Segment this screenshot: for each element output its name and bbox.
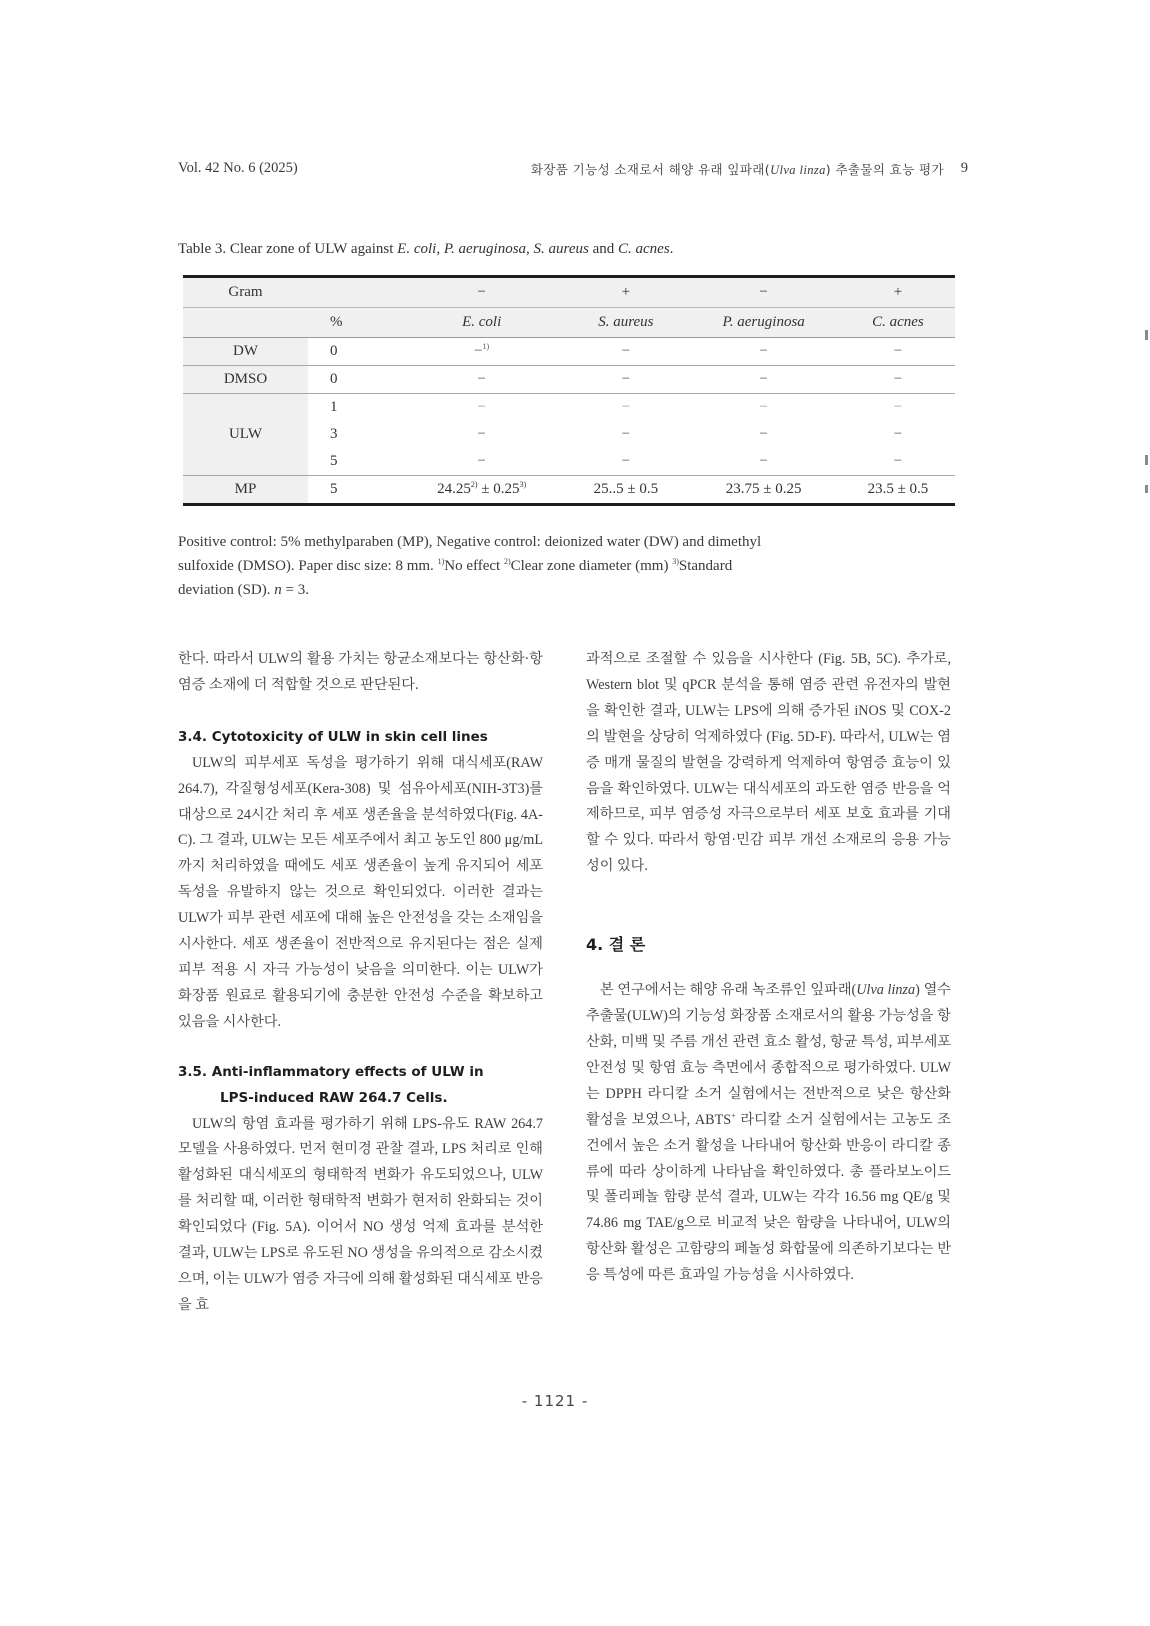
- gram-sign: +: [841, 277, 955, 308]
- paragraph: 과적으로 조절할 수 있음을 시사한다 (Fig. 5B, 5C). 추가로, Western blot 및 qPCR 분석을 통해 염증 관련 유전자의 발현을 확인한 결과, ULW는 LPS에 의해 증가된 iNOS 및 COX-2의 발현을 상당히 억제하였다 (Fig. 5D-F). 따라서, ULW는 염증 매개 물질의 발현을 강력하게 억제하여 항염증 효능이 있음을 확인하였다. ULW는 대식세포의 과도한 염증 반응을 억제하므로, 피부 염증성 자극으로부터 세포 보호 효과를 기대할 수 있다. 따라서 항염·민감 피부 개선 소재로의 응용 가능성이 있다.: [586, 651, 951, 875]
- table-row: DMSO 0 − − − −: [183, 366, 955, 394]
- species-header: S. aureus: [565, 308, 686, 338]
- species-header: P. aeruginosa: [686, 308, 840, 338]
- clear-zone-table: [183, 275, 955, 506]
- scan-artifact: [1145, 485, 1148, 493]
- species-header: E. coli: [398, 308, 565, 338]
- section-heading-3-5: 3.5. Anti-inflammatory effects of ULW in LPS-induced RAW 264.7 Cells.: [178, 1063, 484, 1106]
- pct-header: %: [308, 308, 398, 338]
- journal-volume: Vol. 42 No. 6 (2025): [178, 160, 298, 176]
- paragraph: ULW의 항염 효과를 평가하기 위해 LPS-유도 RAW 264.7 모델을 사용하였다. 먼저 현미경 관찰 결과, LPS 처리로 인해 활성화된 대식세포의 형태학적 변화가 유도되었으나, ULW를 처리할 때, 이러한 형태학적 변화가 현저히 완화되는 것이 확인되었다 (Fig. 5A). 이어서 NO 생성 억제 효과를 분석한 결과, ULW는 LPS로 유도된 NO 생성을 유의적으로 감소시켰으며, 이는 ULW가 염증 자극에 의해 활성화된 대식세포 반응을 효: [178, 1115, 543, 1313]
- paragraph: ULW의 피부세포 독성을 평가하기 위해 대식세포(RAW 264.7), 각질형성세포(Kera-308) 및 섬유아세포(NIH-3T3)를 대상으로 24시간 처리 후 세포 생존율을 분석하였다(Fig. 4A-C). 그 결과, ULW는 모든 세포주에서 최고 농도인 800 μg/mL까지 처리하였을 때에도 세포 생존율이 높게 유지되어 세포 독성을 유발하지 않는 것으로 확인되었다. 이러한 결과는 ULW가 피부 관련 세포에 대해 높은 안전성을 갖는 소재임을 시사한다. 세포 생존율이 전반적으로 유지된다는 점은 실제 피부 적용 시 자극 가능성이 낮음을 의미한다. 이는 ULW가 화장품 원료로 활용되기에 충분한 안전성 수준을 확보하고 있음을 시사한다.: [178, 754, 543, 1030]
- gram-sign: +: [565, 277, 686, 308]
- table-row: 5 − − − −: [330, 453, 903, 469]
- table-row: DW 0 −$^{1)}$ − − −: [183, 338, 955, 366]
- scan-artifact: [1145, 455, 1148, 465]
- running-page-number: 9: [960, 160, 968, 176]
- gram-sign: −: [686, 277, 840, 308]
- table-row: 3 − − − −: [330, 426, 903, 442]
- paragraph: 본 연구에서는 해양 유래 녹조류인 잎파래(Ulva linza) 열수 추출물(ULW)의 기능성 화장품 소재로서의 활용 가능성을 항산화, 미백 및 주름 개선 관련 효소 활성, 항균 특성, 피부세포 안전성 및 항염 효능 측면에서 종합적으로 평가하였다. ULW는 DPPH 라디칼 소거 실험에서는 전반적으로 낮은 항산화 활성을 보였으나, ABTS+ 라디칼 소거 실험에서는 고농도 조건에서 높은 소거 활성을 나타내어 항산화 반응이 라디칼 종류에 따라 상이하게 나타남을 확인하였다. 총 플라보노이드 및 폴리페놀 함량 분석 결과, ULW는 각각 16.56 mg QE/g 및 74.86 mg TAE/g으로 비교적 낮은 함량을 나타내어, ULW의 항산화 활성은 고함량의 페놀성 화합물에 의존하기보다는 반응 특성에 따른 효과일 가능성을 시사하였다.: [586, 982, 952, 1284]
- table-header-species-row: [183, 308, 955, 338]
- running-head: [178, 160, 968, 184]
- scan-artifact: [1145, 330, 1148, 340]
- left-column: [178, 647, 543, 1319]
- paragraph: 한다. 따라서 ULW의 활용 가치는 항균소재보다는 항산화·항염증 소재에 더 적합할 것으로 판단된다.: [178, 651, 543, 693]
- section-heading-3-4: 3.4. Cytotoxicity of ULW in skin cell lines: [178, 728, 488, 745]
- section-heading-conclusion: 4. 결 론: [586, 935, 646, 955]
- page-number: - 1121 -: [521, 1392, 589, 1410]
- table-footnote: Positive control: 5% methylparaben (MP), Negative control: deionized water (DW) and dimethyl sulfoxide (DMSO). Paper disc size: 8 mm. $^{1)}$No effect $^{2)}$Clear zone diameter (mm) $^{3)}$Standard deviation (SD). n = 3.: [178, 534, 762, 598]
- right-column: [586, 647, 951, 1289]
- species-header: C. acnes: [841, 308, 955, 338]
- table-row: ULW 1 − − − −: [183, 394, 955, 422]
- gram-sign: −: [398, 277, 565, 308]
- table-caption: Table 3. Clear zone of ULW against E. coli, P. aeruginosa, S. aureus and C. acnes.: [178, 241, 674, 257]
- table-row: MP 5 $24.25^{2)} \pm 0.25^{3)}$ 25..5 ± 0.5 23.75 ± 0.25 23.5 ± 0.5: [183, 476, 955, 505]
- table-header-gram-row: [183, 277, 955, 308]
- gram-label: Gram: [183, 277, 308, 308]
- running-title: 화장품 기능성 소재로서 해양 유래 잎파래(Ulva linza) 추출물의 효능 평가: [530, 162, 944, 177]
